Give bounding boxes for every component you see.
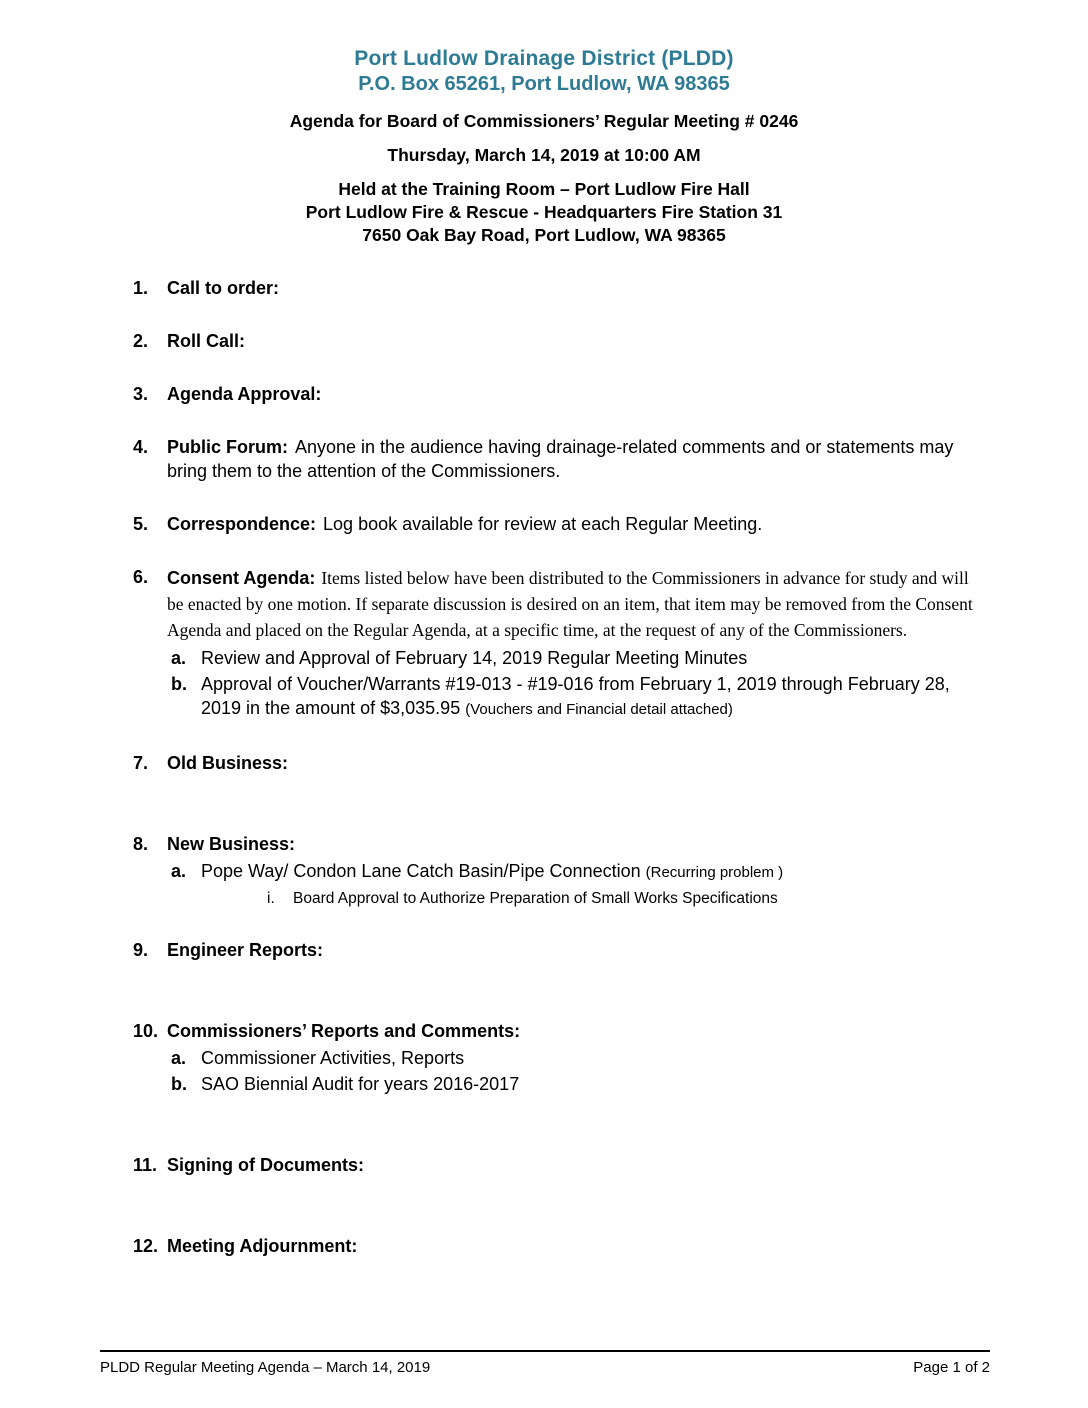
agenda-item-8 [133,832,988,909]
item-body: Anyone in the audience having drainage-related comments and or statements may bring them to the attention of the Commissioners. [167,437,954,481]
subitem-text [201,672,988,722]
item-heading: Correspondence: [167,514,317,534]
subsubitem-text: Board Approval to Authorize Preparation of Small Works Specifications [293,890,778,907]
subitem-6a [167,646,988,670]
item-heading: Agenda Approval: [167,384,322,404]
subsubitem-8ai [167,888,988,909]
agenda-item-3 [133,382,988,406]
subitem-marker: b. [171,674,187,694]
item-number: 4. [133,437,149,457]
item-number: 2. [133,331,149,351]
agenda-item-12 [133,1234,988,1258]
footer-page-number: Page 1 of 2 [913,1359,990,1376]
subitem-note: (Recurring problem ) [645,864,784,881]
agenda-item-9 [133,938,988,962]
subitem-10b [167,1072,988,1096]
agenda-item-10 [133,1019,988,1096]
subitem-main-text: Pope Way/ Condon Lane Catch Basin/Pipe Connection [201,861,641,881]
subitem-list [167,1046,988,1096]
org-address: P.O. Box 65261, Port Ludlow, WA 98365 [358,73,730,95]
subitem-10a [167,1046,988,1070]
subitem-list [167,859,988,909]
agenda-item-7 [133,751,988,775]
item-number: 6. [133,567,149,587]
subitem-list [167,646,988,722]
subitem-text: Commissioner Activities, Reports [201,1048,465,1068]
item-number: 10. [133,1021,159,1041]
footer-divider [100,1350,990,1352]
item-heading: Meeting Adjournment: [167,1236,358,1256]
subitem-main-text: Approval of Voucher/Warrants #19-013 - #19-016 from February 1, 2019 through February 28, 2019 in the amount of $3,035.95 [201,674,950,718]
agenda-item-1 [133,276,988,300]
agenda-item-2 [133,329,988,353]
agenda-list [0,276,1088,1258]
subitem-note: (Vouchers and Financial detail attached) [465,701,733,718]
agenda-item-5 [133,512,988,536]
location-line-2: Port Ludlow Fire & Rescue - Headquarters Fire Station 31 [305,202,783,222]
item-heading: Public Forum: [167,437,288,457]
item-number: 11. [133,1155,158,1175]
subsubitem-marker: i. [267,890,275,907]
subitem-text: SAO Biennial Audit for years 2016-2017 [201,1074,520,1094]
item-number: 3. [133,384,149,404]
location-line-1: Held at the Training Room – Port Ludlow Fire Hall [338,179,750,199]
item-number: 8. [133,834,149,854]
item-number: 9. [133,940,149,960]
agenda-item-4 [133,435,988,483]
footer-left-text: PLDD Regular Meeting Agenda – March 14, 2019 [100,1359,431,1376]
item-heading: Commissioners’ Reports and Comments: [167,1021,521,1041]
item-number: 7. [133,753,149,773]
subitem-marker: a. [171,1048,187,1068]
location-line-3: 7650 Oak Bay Road, Port Ludlow, WA 98365 [362,225,726,245]
agenda-item-6 [133,565,988,722]
page-footer [100,1350,990,1376]
document-header [0,0,1088,247]
subitem-text [201,859,988,885]
meeting-location [0,178,1088,247]
item-number: 1. [133,278,149,298]
item-heading: New Business: [167,834,296,854]
subitem-marker: a. [171,861,187,881]
subitem-6b [167,672,988,722]
item-body: Items listed below have been distributed to the Commissioners in advance for study and will be enacted by one motion. If separate discussion is desired on an item, that item may be removed from the Consent Agenda and placed on the Regular Agenda, at a specific time, at the request of any of the Commissioners. [167,568,973,640]
subitem-text: Review and Approval of February 14, 2019 Regular Meeting Minutes [201,648,748,668]
item-heading: Call to order: [167,278,280,298]
item-body: Log book available for review at each Regular Meeting. [323,514,763,534]
meeting-title: Agenda for Board of Commissioners’ Regular Meeting # 0246 [289,111,799,131]
item-number: 12. [133,1236,159,1256]
item-heading: Signing of Documents: [167,1155,364,1175]
item-heading: Old Business: [167,753,289,773]
subitem-8a [167,859,988,885]
agenda-item-11 [133,1153,988,1177]
subitem-marker: a. [171,648,187,668]
org-name: Port Ludlow Drainage District (PLDD) [354,47,734,70]
item-heading: Consent Agenda: [167,568,316,588]
item-number: 5. [133,514,149,534]
item-heading: Roll Call: [167,331,246,351]
subitem-marker: b. [171,1074,187,1094]
item-heading: Engineer Reports: [167,940,324,960]
meeting-datetime: Thursday, March 14, 2019 at 10:00 AM [387,145,701,165]
